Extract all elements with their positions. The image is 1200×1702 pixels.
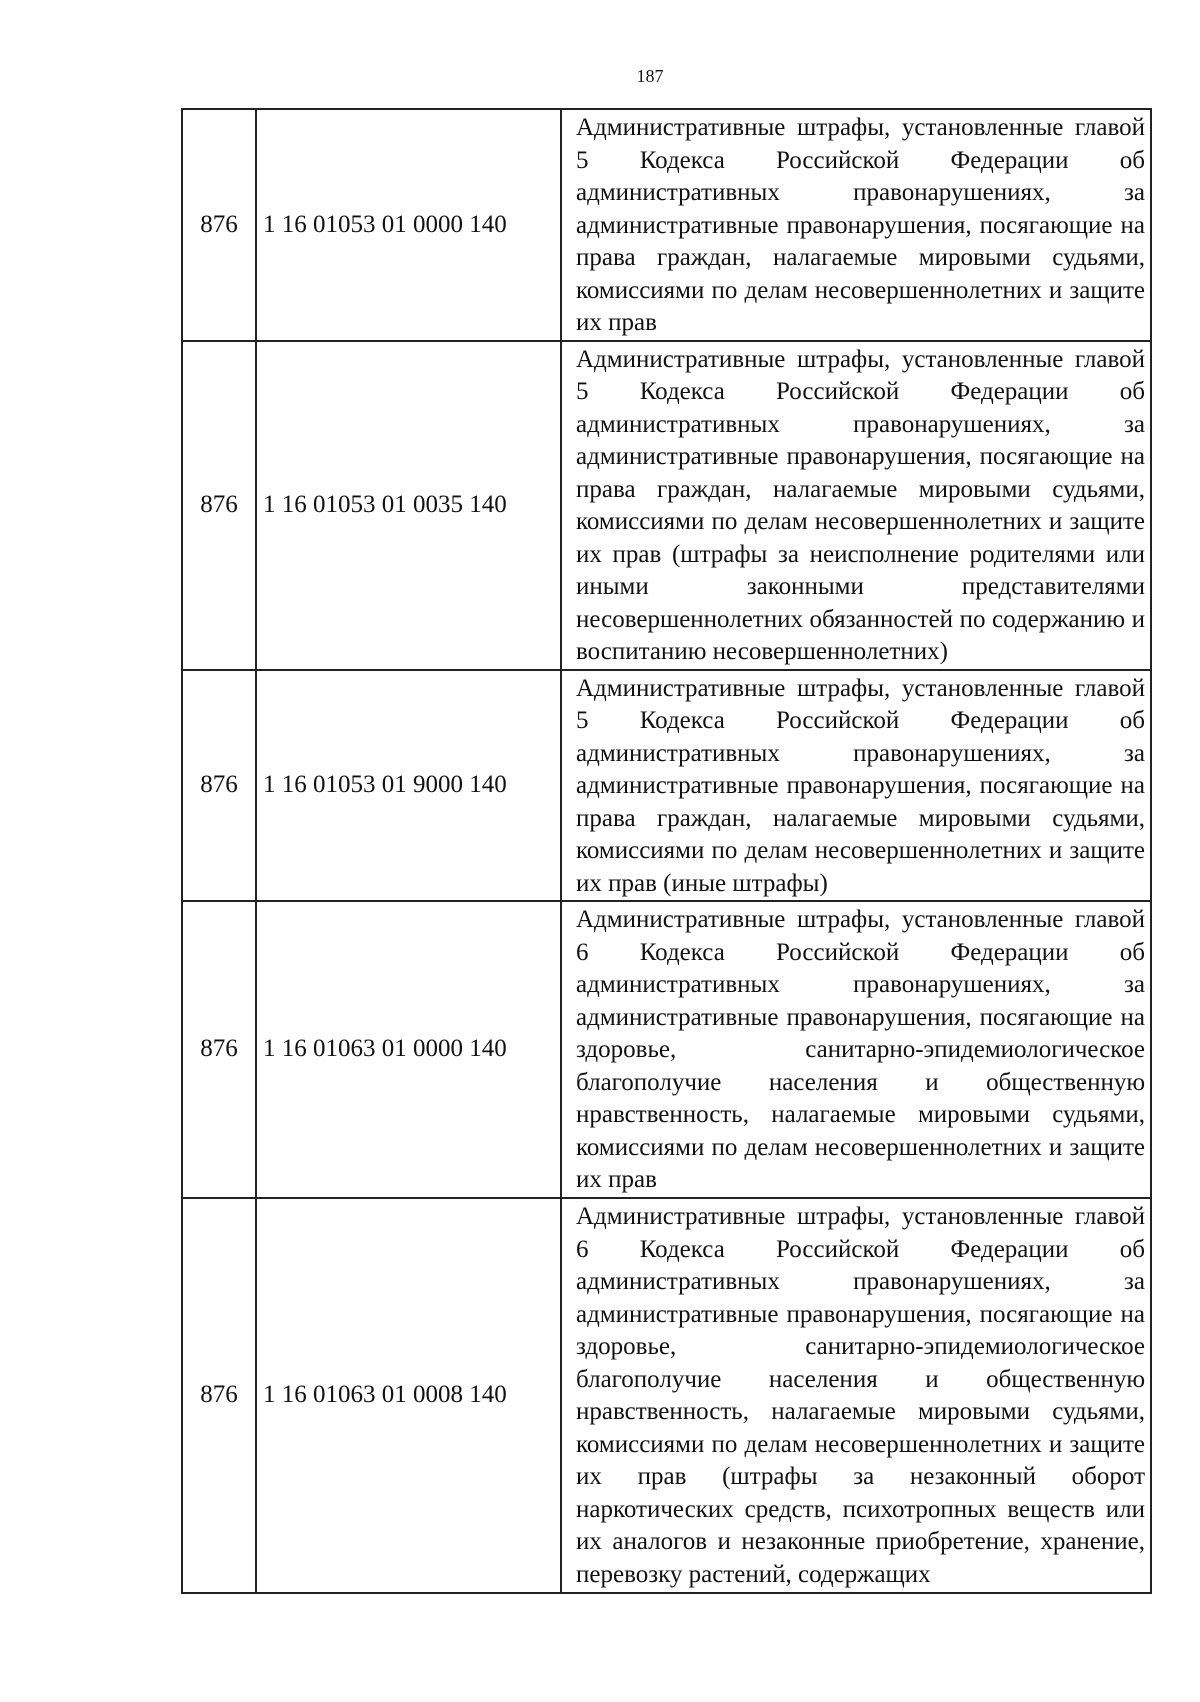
- admin-code-cell: 876: [182, 341, 256, 670]
- page-number: 187: [636, 66, 664, 86]
- table-row: [182, 670, 1151, 902]
- kbk-code-cell: 1 16 01053 01 0000 140: [256, 109, 561, 341]
- admin-code-cell: 876: [182, 109, 256, 341]
- description-cell: Административные штрафы, установленные главой 5 Кодекса Российской Федерации об административных правонарушениях, за административные правонарушения, посягающие на права граждан, налагаемые мировыми судьями, комиссиями по делам несовершеннолетних и защите их прав: [561, 109, 1151, 341]
- table-row: [182, 901, 1151, 1198]
- table-row: [182, 109, 1151, 341]
- admin-code-cell: 876: [182, 901, 256, 1198]
- kbk-code-cell: 1 16 01053 01 0035 140: [256, 341, 561, 670]
- revenue-codes-table-container: [181, 108, 1152, 1594]
- kbk-code-cell: 1 16 01063 01 0008 140: [256, 1198, 561, 1593]
- description-cell: Административные штрафы, установленные главой 6 Кодекса Российской Федерации об административных правонарушениях, за административные правонарушения, посягающие на здоровье, санитарно-эпидемиологическое благополучие населения и общественную нравственность, налагаемые мировыми судьями, комиссиями по делам несовершеннолетних и защите их прав: [561, 901, 1151, 1198]
- table-row: [182, 341, 1151, 670]
- admin-code-cell: 876: [182, 670, 256, 902]
- description-cell: Административные штрафы, установленные главой 5 Кодекса Российской Федерации об административных правонарушениях, за административные правонарушения, посягающие на права граждан, налагаемые мировыми судьями, комиссиями по делам несовершеннолетних и защите их прав (иные штрафы): [561, 670, 1151, 902]
- table-row: [182, 1198, 1151, 1593]
- description-cell: Административные штрафы, установленные главой 5 Кодекса Российской Федерации об административных правонарушениях, за административные правонарушения, посягающие на права граждан, налагаемые мировыми судьями, комиссиями по делам несовершеннолетних и защите их прав (штрафы за неисполнение родителями или иными законными представителями несовершеннолетних обязанностей по содержанию и воспитанию несовершеннолетних): [561, 341, 1151, 670]
- revenue-codes-table: [181, 108, 1152, 1594]
- kbk-code-cell: 1 16 01063 01 0000 140: [256, 901, 561, 1198]
- admin-code-cell: 876: [182, 1198, 256, 1593]
- kbk-code-cell: 1 16 01053 01 9000 140: [256, 670, 561, 902]
- description-cell: Административные штрафы, установленные главой 6 Кодекса Российской Федерации об административных правонарушениях, за административные правонарушения, посягающие на здоровье, санитарно-эпидемиологическое благополучие населения и общественную нравственность, налагаемые мировыми судьями, комиссиями по делам несовершеннолетних и защите их прав (штрафы за незаконный оборот наркотических средств, психотропных веществ или их аналогов и незаконные приобретение, хранение, перевозку растений, содержащих: [561, 1198, 1151, 1593]
